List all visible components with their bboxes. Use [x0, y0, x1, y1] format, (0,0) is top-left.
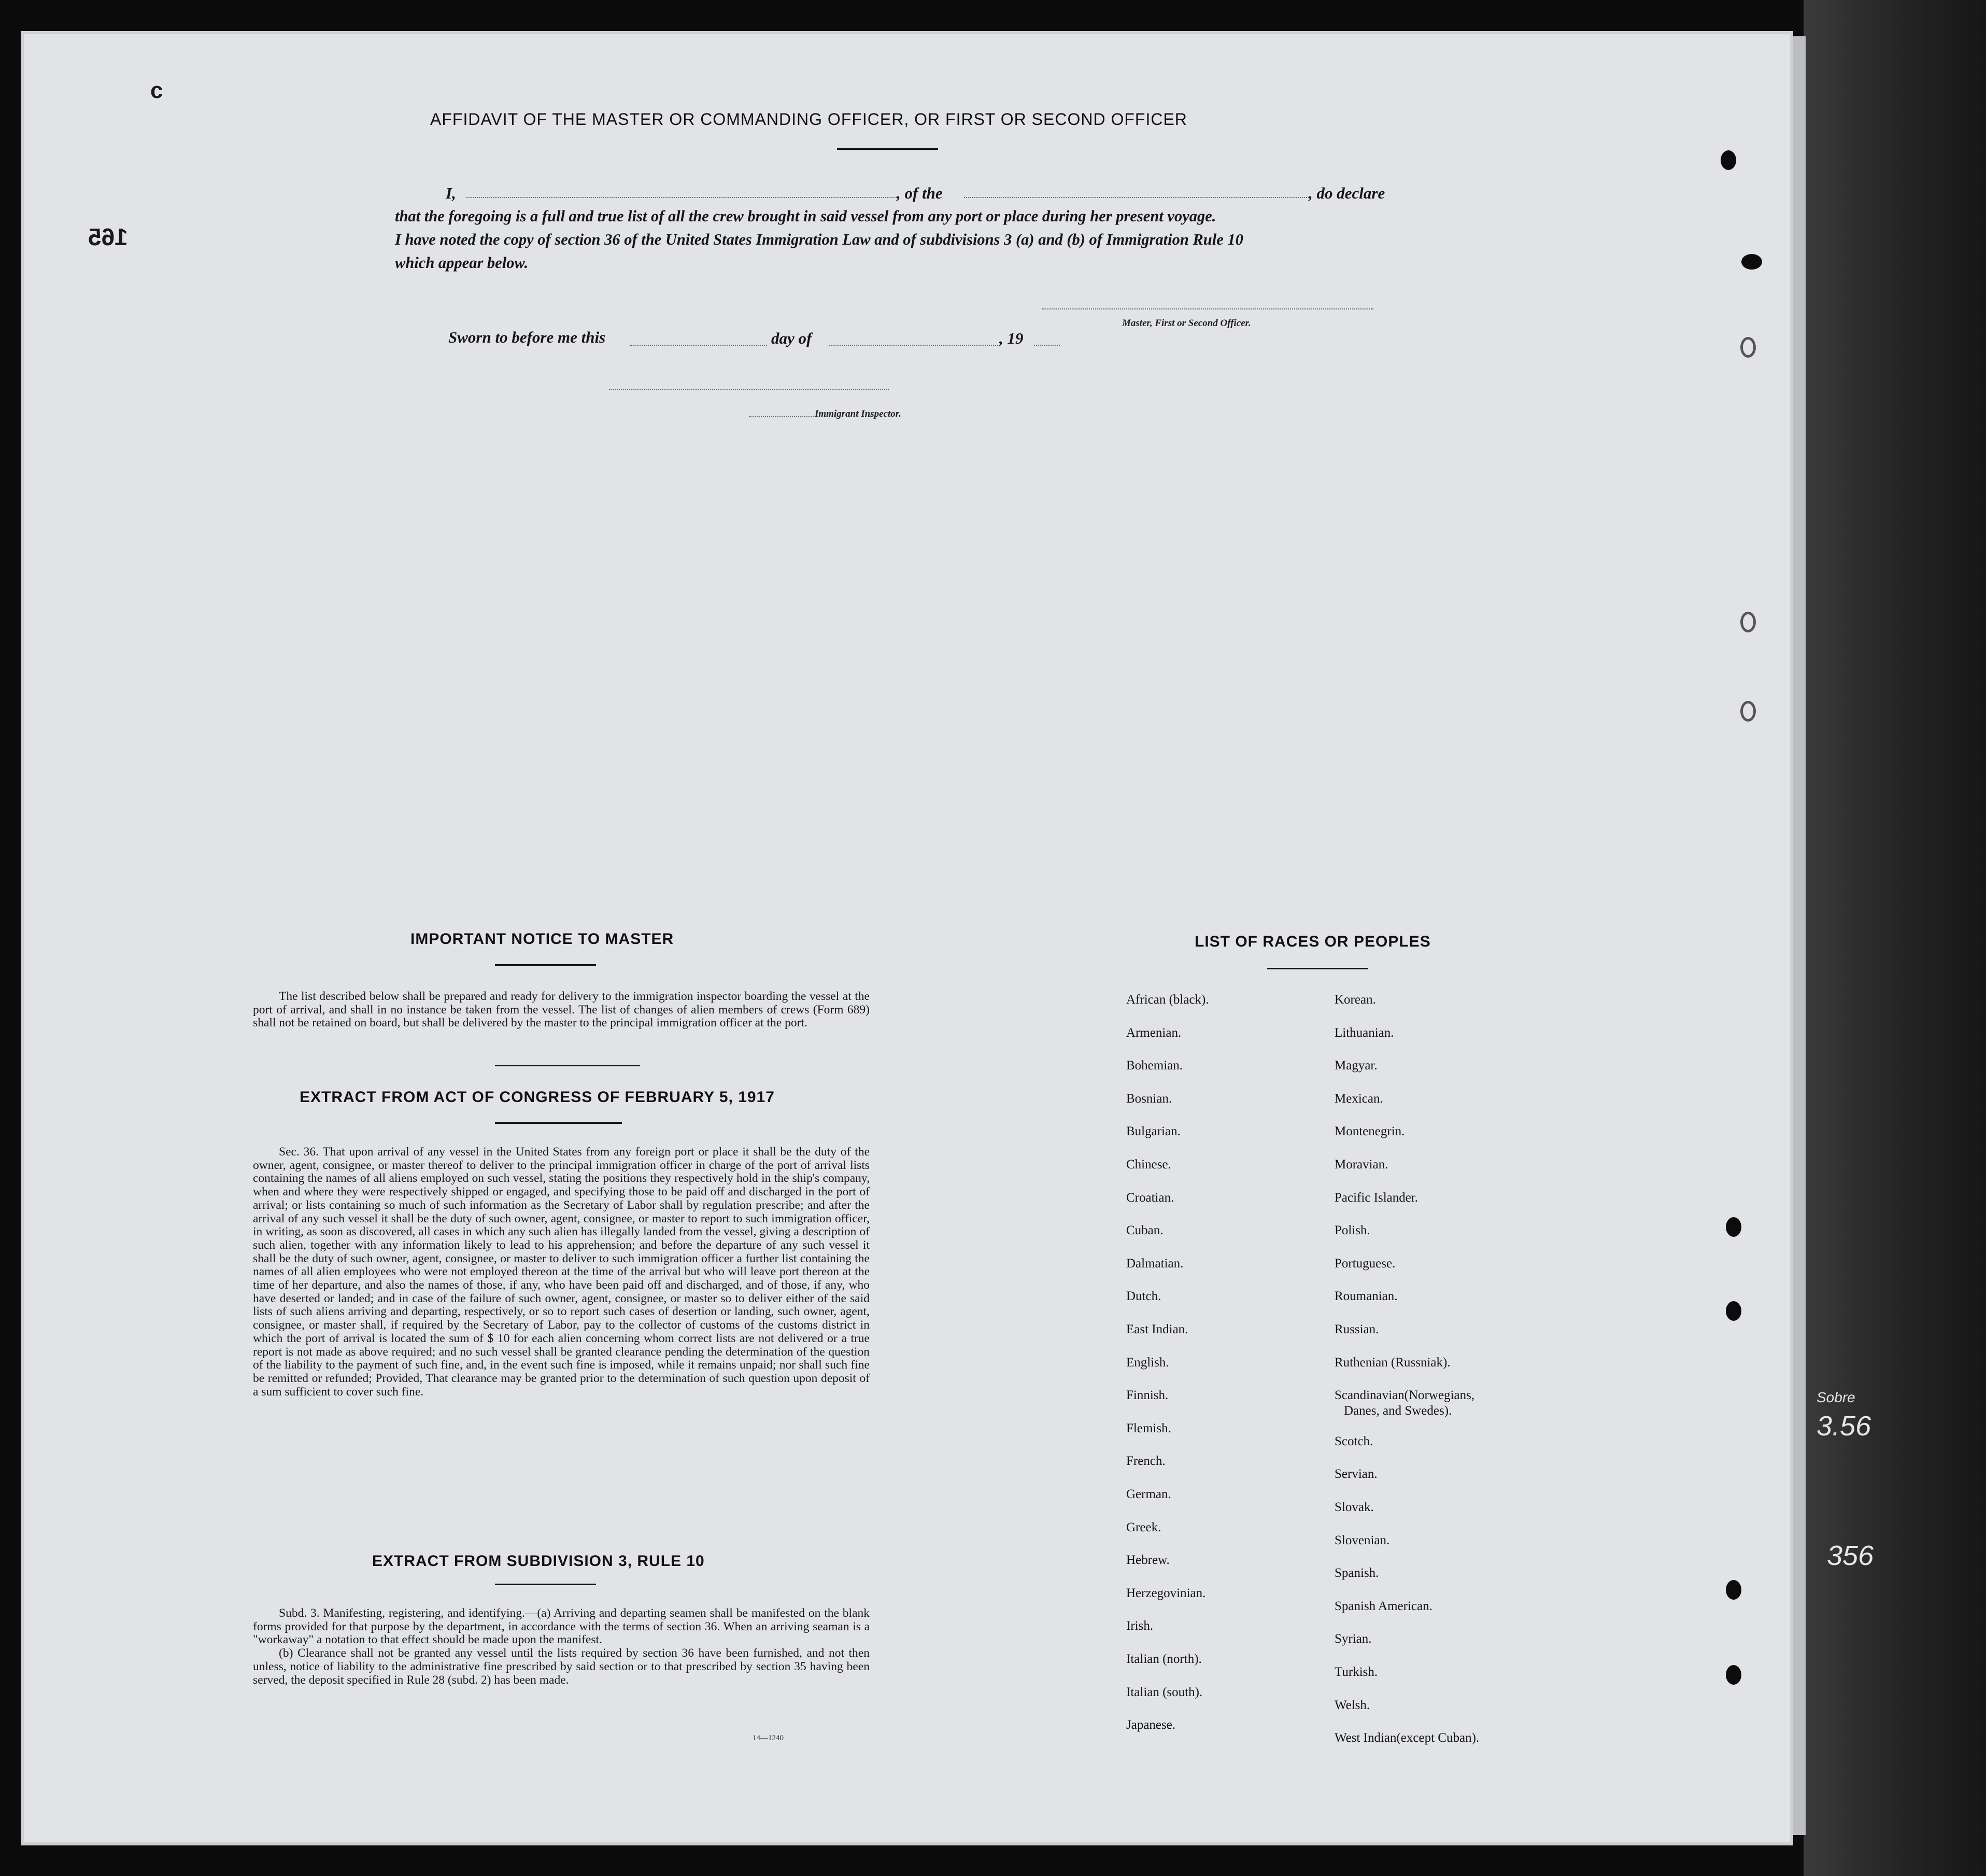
notice-paragraph: The list described below shall be prepared and ready for delivery to the immigration inspector boarding the vessel at the port of arrival, and shall in no instance be taken from the vessel. The list of changes of alien members of crews (Form 689) shall not be retained on board, but shall be delivered by the master to the principal immigration officer at the port.	[253, 990, 870, 1030]
race-item: Finnish.	[1126, 1388, 1169, 1403]
races-title: LIST OF RACES OR PEOPLES	[1195, 933, 1431, 950]
race-item: African (black).	[1126, 993, 1209, 1007]
race-item: Servian.	[1335, 1467, 1378, 1482]
extract-act-title: EXTRACT FROM ACT OF CONGRESS OF FEBRUARY 5, 1917	[300, 1089, 775, 1106]
vessel-blank[interactable]	[964, 197, 1311, 198]
race-item: Dalmatian.	[1126, 1256, 1184, 1271]
race-item: Bosnian.	[1126, 1091, 1172, 1106]
right-margin-number-1: 3.56	[1817, 1410, 1871, 1442]
race-item: Hebrew.	[1126, 1553, 1170, 1568]
binder-hole	[1726, 1580, 1741, 1600]
race-item: Irish.	[1126, 1619, 1154, 1633]
binder-hole-open	[1740, 337, 1756, 358]
left-margin-number: 165	[88, 223, 128, 250]
race-item: German.	[1126, 1487, 1171, 1501]
rule-para-b: (b) Clearance shall not be granted any vessel until the lists required by section 36 have been furnished, and not then unless, notice of liability to the administrative fine prescribed by said section or to that prescribed by section 35 having been served, the deposit specified in Rule 28 (subd. 2) has been made.	[253, 1646, 870, 1687]
left-margin-c: c	[150, 78, 163, 103]
race-item: West Indian(except Cuban).	[1335, 1731, 1480, 1745]
race-item: Spanish American.	[1335, 1599, 1432, 1613]
extract-act-text	[253, 1146, 870, 1399]
race-item: Danes, and Swedes).	[1344, 1404, 1452, 1418]
name-blank[interactable]	[466, 197, 897, 198]
affidavit-line3: I have noted the copy of section 36 of the United States Immigration Law and of subdivisions 3 (a) and (b) of Immigration Rule 10	[395, 231, 1243, 248]
inspector-signature-line2	[749, 416, 814, 417]
race-item: Flemish.	[1126, 1421, 1171, 1435]
extract-act-rule	[495, 1122, 622, 1124]
race-item: Roumanian.	[1335, 1289, 1398, 1304]
race-item: Slovenian.	[1335, 1533, 1390, 1547]
race-item: Ruthenian (Russniak).	[1335, 1355, 1451, 1370]
right-margin-number-2: 356	[1827, 1540, 1874, 1571]
race-item: Slovak.	[1335, 1500, 1374, 1514]
binder-hole	[1726, 1217, 1741, 1237]
notice-title-rule	[495, 964, 596, 966]
inspector-signature-label: Immigrant Inspector.	[815, 408, 901, 419]
master-signature-line[interactable]	[1042, 308, 1373, 309]
affidavit-title-rule	[837, 148, 938, 150]
sworn-month-blank[interactable]	[829, 345, 1000, 346]
rule-para-a: Subd. 3. Manifesting, registering, and identifying.—(a) Arriving and departing seamen shall be manifested on the blank forms provided for that purpose by the department, in accordance with the terms of section 36. When an arriving seaman is a "workaway" a notation to that effect should be made upon the manifest.	[253, 1606, 870, 1647]
page-edge	[1793, 36, 1806, 1835]
race-item: Italian (north).	[1126, 1652, 1202, 1666]
race-item: Chinese.	[1126, 1158, 1171, 1172]
affidavit-line2: that the foregoing is a full and true list of all the crew brought in said vessel from any port or place during her present voyage.	[395, 207, 1216, 225]
race-item: Welsh.	[1335, 1698, 1370, 1712]
race-item: Bohemian.	[1126, 1059, 1183, 1073]
race-item: Scotch.	[1335, 1434, 1373, 1448]
sworn-year-blank[interactable]	[1034, 345, 1060, 346]
race-item: Pacific Islander.	[1335, 1190, 1418, 1205]
affidavit-line1	[446, 184, 456, 203]
binder-hole-open	[1740, 612, 1756, 632]
binder-hole	[1726, 1301, 1741, 1321]
affidavit-declare: , do declare	[1309, 184, 1385, 202]
race-item: Turkish.	[1335, 1665, 1378, 1679]
affidavit-title: AFFIDAVIT OF THE MASTER OR COMMANDING OFFICER, OR FIRST OR SECOND OFFICER	[430, 110, 1187, 129]
affidavit-i: I,	[446, 184, 456, 202]
form-number: 14—1240	[753, 1734, 784, 1742]
race-item: Japanese.	[1126, 1718, 1176, 1732]
race-item: Korean.	[1335, 993, 1376, 1007]
races-title-rule	[1267, 968, 1368, 969]
sworn-day-blank[interactable]	[630, 345, 767, 346]
race-item: Armenian.	[1126, 1025, 1182, 1040]
race-item: Dutch.	[1126, 1289, 1161, 1304]
notice-text	[253, 990, 870, 1030]
binder-hole	[1741, 254, 1762, 270]
extract-rule-rule	[495, 1584, 596, 1585]
section-36-paragraph: Sec. 36. That upon arrival of any vessel in the United States from any foreign port or place it shall be the duty of the owner, agent, consignee, or master thereof to deliver to the principal immigration officer in charge of the port of arrival lists containing the names of all aliens employed on such vessel, stating the positions they respectively hold in the ship's company, when and where they were respectively shipped or engaged, and specifying those to be paid off and discharged in the port of arrival; or lists containing so much of such information as the Secretary of Labor shall by regulation prescribe; and after the arrival of any such vessel it shall be the duty of such owner, agent, consignee, or master to report to such immigration officer, in writing, as soon as discovered, all cases in which any such alien has illegally landed from the vessel, giving a description of such alien, together with any information likely to lead to his apprehension; and before the departure of any such vessel it shall be the duty of such owner, agent, consignee, or master to deliver to such immigration officer a further list containing the names of all alien employees who were not employed thereon at the time of the arrival but who will leave port thereon at the time of her departure, and also the names of those, if any, who have been paid off and discharged, and of those, if any, who have deserted or landed; and in case of the failure of such owner, agent, consignee, or master so to deliver either of the said lists of such aliens arriving and departing, respectively, or so to report such cases of desertion or landing, such owner, agent, consignee, or master shall, if required by the Secretary of Labor, pay to the collector of customs of the customs district in which the port of arrival is located the sum of $ 10 for each alien concerning whom correct lists are not delivered or a true report is not made as above required; and no such vessel shall be granted clearance pending the determination of the question of the liability to the payment of such fine, and, in the event such fine is imposed, while it remains unpaid; nor shall such fine be remitted or refunded; Provided, That clearance may be granted prior to the determination of such question upon deposit of a sum sufficient to cover such fine.	[253, 1145, 870, 1399]
race-item: Russian.	[1335, 1322, 1379, 1336]
race-item: Italian (south).	[1126, 1685, 1203, 1699]
race-item: Mexican.	[1335, 1091, 1383, 1106]
race-item: Magyar.	[1335, 1059, 1378, 1073]
race-item: Polish.	[1335, 1223, 1370, 1238]
binder-hole	[1721, 150, 1736, 170]
race-item: Greek.	[1126, 1520, 1161, 1534]
sworn-text: Sworn to before me this	[448, 328, 606, 346]
race-item: English.	[1126, 1355, 1169, 1370]
extract-rule-title: EXTRACT FROM SUBDIVISION 3, RULE 10	[372, 1553, 705, 1570]
race-item: Syrian.	[1335, 1632, 1372, 1646]
binder-hole-open	[1740, 701, 1756, 722]
race-item: Croatian.	[1126, 1190, 1174, 1205]
year-text: , 19	[999, 329, 1024, 347]
affidavit-of-the: , of the	[897, 184, 943, 202]
race-item: Montenegrin.	[1335, 1124, 1405, 1139]
notice-divider	[495, 1065, 640, 1066]
race-item: Lithuanian.	[1335, 1025, 1394, 1040]
race-item: Herzegovinian.	[1126, 1586, 1206, 1600]
race-item: Moravian.	[1335, 1158, 1388, 1172]
race-item: French.	[1126, 1454, 1166, 1469]
race-item: East Indian.	[1126, 1322, 1188, 1336]
binder-hole	[1726, 1665, 1741, 1685]
day-of-text: day of	[771, 329, 812, 347]
master-signature-label: Master, First or Second Officer.	[1122, 318, 1251, 329]
race-item: Cuban.	[1126, 1223, 1164, 1238]
race-item: Spanish.	[1335, 1566, 1379, 1581]
background-shadow	[1804, 0, 1986, 1876]
document-page	[21, 31, 1793, 1845]
notice-title: IMPORTANT NOTICE TO MASTER	[410, 930, 674, 948]
right-margin-note: Sobre	[1817, 1389, 1855, 1405]
inspector-signature-line[interactable]	[609, 389, 889, 390]
extract-rule-text	[253, 1607, 870, 1687]
affidavit-line4: which appear below.	[395, 254, 529, 272]
race-item: Scandinavian(Norwegians,	[1335, 1388, 1475, 1403]
race-item: Bulgarian.	[1126, 1124, 1181, 1139]
race-item: Portuguese.	[1335, 1256, 1396, 1271]
